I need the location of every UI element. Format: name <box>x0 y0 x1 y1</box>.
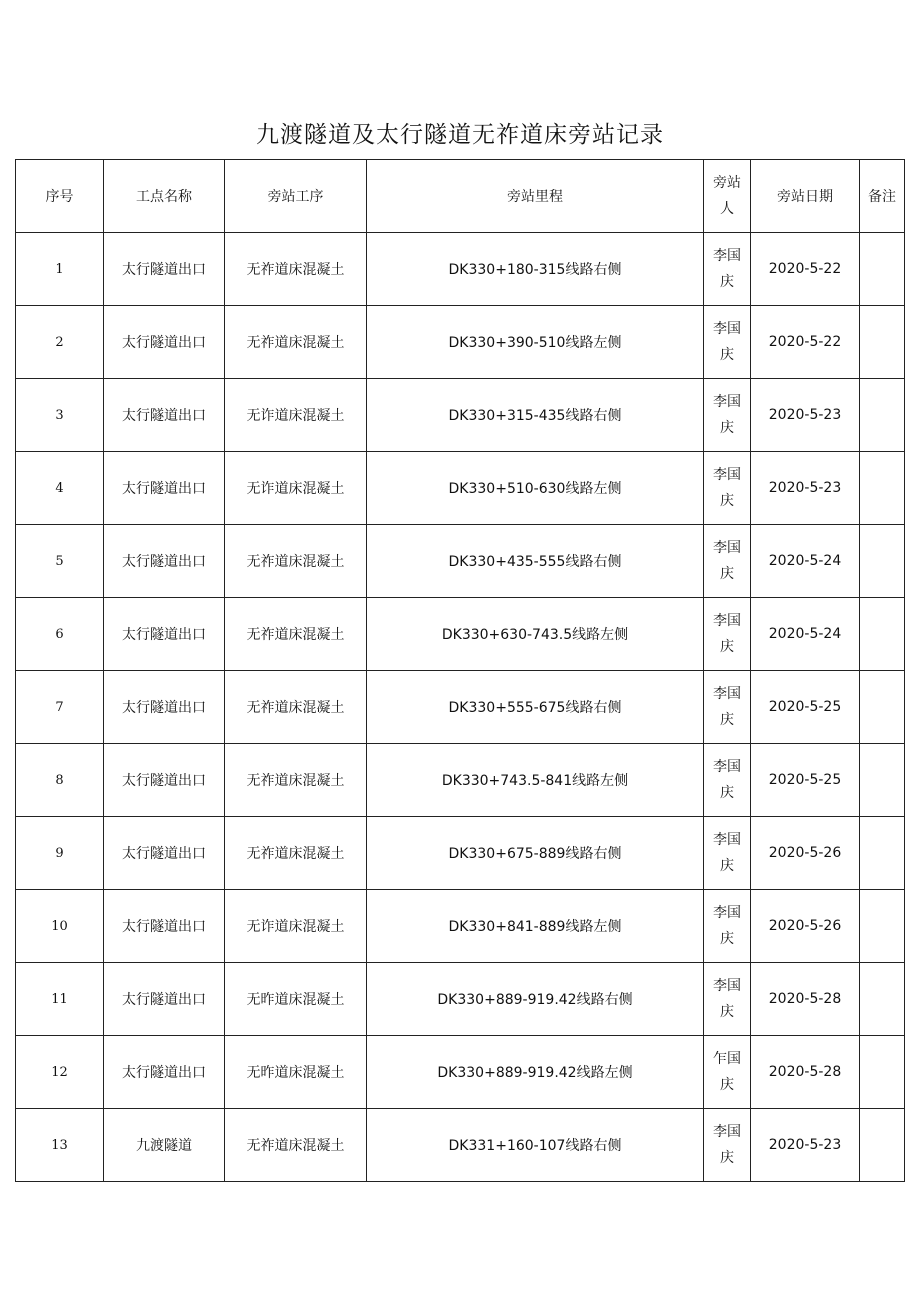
cell-no: 11 <box>16 963 104 1036</box>
cell-process: 无昨道床混凝土 <box>225 963 367 1036</box>
cell-site: 太行隧道出口 <box>104 452 225 525</box>
page-title: 九渡隧道及太行隧道无祚道床旁站记录 <box>256 122 664 148</box>
cell-process: 无祚道床混凝土 <box>225 525 367 598</box>
cell-process: 无诈道床混凝土 <box>225 452 367 525</box>
cell-person: 李国庆 <box>704 525 751 598</box>
table-row <box>16 1036 905 1109</box>
cell-site: 太行隧道出口 <box>104 744 225 817</box>
cell-date: 2020-5-22 <box>751 306 860 379</box>
header-mileage: 旁站里程 <box>367 160 704 233</box>
cell-note <box>860 525 905 598</box>
table-row <box>16 379 905 452</box>
cell-date: 2020-5-24 <box>751 525 860 598</box>
cell-date: 2020-5-25 <box>751 671 860 744</box>
table-row <box>16 963 905 1036</box>
cell-date: 2020-5-23 <box>751 379 860 452</box>
cell-person: 李国庆 <box>704 890 751 963</box>
cell-site: 太行隧道出口 <box>104 1036 225 1109</box>
table-row <box>16 598 905 671</box>
cell-mileage: DK330+180-315线路右侧 <box>367 233 704 306</box>
cell-note <box>860 598 905 671</box>
table-row <box>16 890 905 963</box>
cell-mileage: DK330+889-919.42线路左侧 <box>367 1036 704 1109</box>
table-row <box>16 306 905 379</box>
header-person: 旁站人 <box>704 160 751 233</box>
cell-person: 李国庆 <box>704 671 751 744</box>
cell-note <box>860 452 905 525</box>
cell-mileage: DK330+510-630线路左侧 <box>367 452 704 525</box>
cell-site: 太行隧道出口 <box>104 525 225 598</box>
cell-date: 2020-5-24 <box>751 598 860 671</box>
cell-person: 李国庆 <box>704 817 751 890</box>
cell-site: 太行隧道出口 <box>104 890 225 963</box>
header-date: 旁站日期 <box>751 160 860 233</box>
cell-process: 无祚道床混凝土 <box>225 598 367 671</box>
cell-person: 李国庆 <box>704 233 751 306</box>
cell-site: 太行隧道出口 <box>104 817 225 890</box>
cell-process: 无诈道床混凝土 <box>225 379 367 452</box>
cell-no: 9 <box>16 817 104 890</box>
header-note: 备注 <box>860 160 905 233</box>
cell-note <box>860 379 905 452</box>
cell-process: 无祚道床混凝土 <box>225 671 367 744</box>
table-row <box>16 817 905 890</box>
cell-process: 无祚道床混凝土 <box>225 744 367 817</box>
table-row <box>16 452 905 525</box>
cell-date: 2020-5-25 <box>751 744 860 817</box>
cell-mileage: DK330+743.5-841线路左侧 <box>367 744 704 817</box>
cell-no: 8 <box>16 744 104 817</box>
header-process: 旁站工序 <box>225 160 367 233</box>
cell-person: 李国庆 <box>704 379 751 452</box>
cell-mileage: DK331+160-107线路右侧 <box>367 1109 704 1182</box>
cell-site: 太行隧道出口 <box>104 306 225 379</box>
cell-process: 无诈道床混凝土 <box>225 890 367 963</box>
cell-mileage: DK330+675-889线路右侧 <box>367 817 704 890</box>
cell-no: 12 <box>16 1036 104 1109</box>
cell-note <box>860 744 905 817</box>
cell-site: 太行隧道出口 <box>104 598 225 671</box>
cell-site: 九渡隧道 <box>104 1109 225 1182</box>
cell-mileage: DK330+315-435线路右侧 <box>367 379 704 452</box>
table-row <box>16 744 905 817</box>
inspection-record-table <box>15 159 905 1182</box>
cell-no: 4 <box>16 452 104 525</box>
header-no: 序号 <box>16 160 104 233</box>
cell-person: 李国庆 <box>704 306 751 379</box>
cell-note <box>860 817 905 890</box>
cell-note <box>860 1036 905 1109</box>
table-row <box>16 671 905 744</box>
cell-person: 李国庆 <box>704 963 751 1036</box>
cell-note <box>860 233 905 306</box>
cell-date: 2020-5-28 <box>751 1036 860 1109</box>
table-row <box>16 233 905 306</box>
cell-note <box>860 1109 905 1182</box>
cell-site: 太行隧道出口 <box>104 379 225 452</box>
cell-mileage: DK330+630-743.5线路左侧 <box>367 598 704 671</box>
cell-site: 太行隧道出口 <box>104 671 225 744</box>
cell-process: 无昨道床混凝土 <box>225 1036 367 1109</box>
table-row <box>16 1109 905 1182</box>
cell-site: 太行隧道出口 <box>104 233 225 306</box>
header-site: 工点名称 <box>104 160 225 233</box>
cell-site: 太行隧道出口 <box>104 963 225 1036</box>
cell-mileage: DK330+889-919.42线路右侧 <box>367 963 704 1036</box>
cell-note <box>860 671 905 744</box>
cell-date: 2020-5-26 <box>751 890 860 963</box>
cell-no: 10 <box>16 890 104 963</box>
cell-no: 1 <box>16 233 104 306</box>
cell-no: 3 <box>16 379 104 452</box>
cell-process: 无祚道床混凝土 <box>225 817 367 890</box>
cell-person: 李国庆 <box>704 1109 751 1182</box>
cell-process: 无祚道床混凝土 <box>225 306 367 379</box>
cell-no: 5 <box>16 525 104 598</box>
cell-mileage: DK330+841-889线路左侧 <box>367 890 704 963</box>
cell-no: 7 <box>16 671 104 744</box>
cell-note <box>860 963 905 1036</box>
table-header-row <box>16 160 905 233</box>
cell-mileage: DK330+435-555线路右侧 <box>367 525 704 598</box>
cell-note <box>860 306 905 379</box>
cell-no: 6 <box>16 598 104 671</box>
cell-no: 13 <box>16 1109 104 1182</box>
cell-date: 2020-5-23 <box>751 452 860 525</box>
cell-no: 2 <box>16 306 104 379</box>
cell-date: 2020-5-26 <box>751 817 860 890</box>
cell-date: 2020-5-28 <box>751 963 860 1036</box>
cell-mileage: DK330+555-675线路右侧 <box>367 671 704 744</box>
cell-note <box>860 890 905 963</box>
cell-person: 李国庆 <box>704 744 751 817</box>
cell-date: 2020-5-23 <box>751 1109 860 1182</box>
cell-person: 李国庆 <box>704 452 751 525</box>
cell-person: 乍国庆 <box>704 1036 751 1109</box>
cell-process: 无祚道床混凝土 <box>225 233 367 306</box>
table-row <box>16 525 905 598</box>
cell-mileage: DK330+390-510线路左侧 <box>367 306 704 379</box>
cell-date: 2020-5-22 <box>751 233 860 306</box>
cell-process: 无祚道床混凝土 <box>225 1109 367 1182</box>
cell-person: 李国庆 <box>704 598 751 671</box>
